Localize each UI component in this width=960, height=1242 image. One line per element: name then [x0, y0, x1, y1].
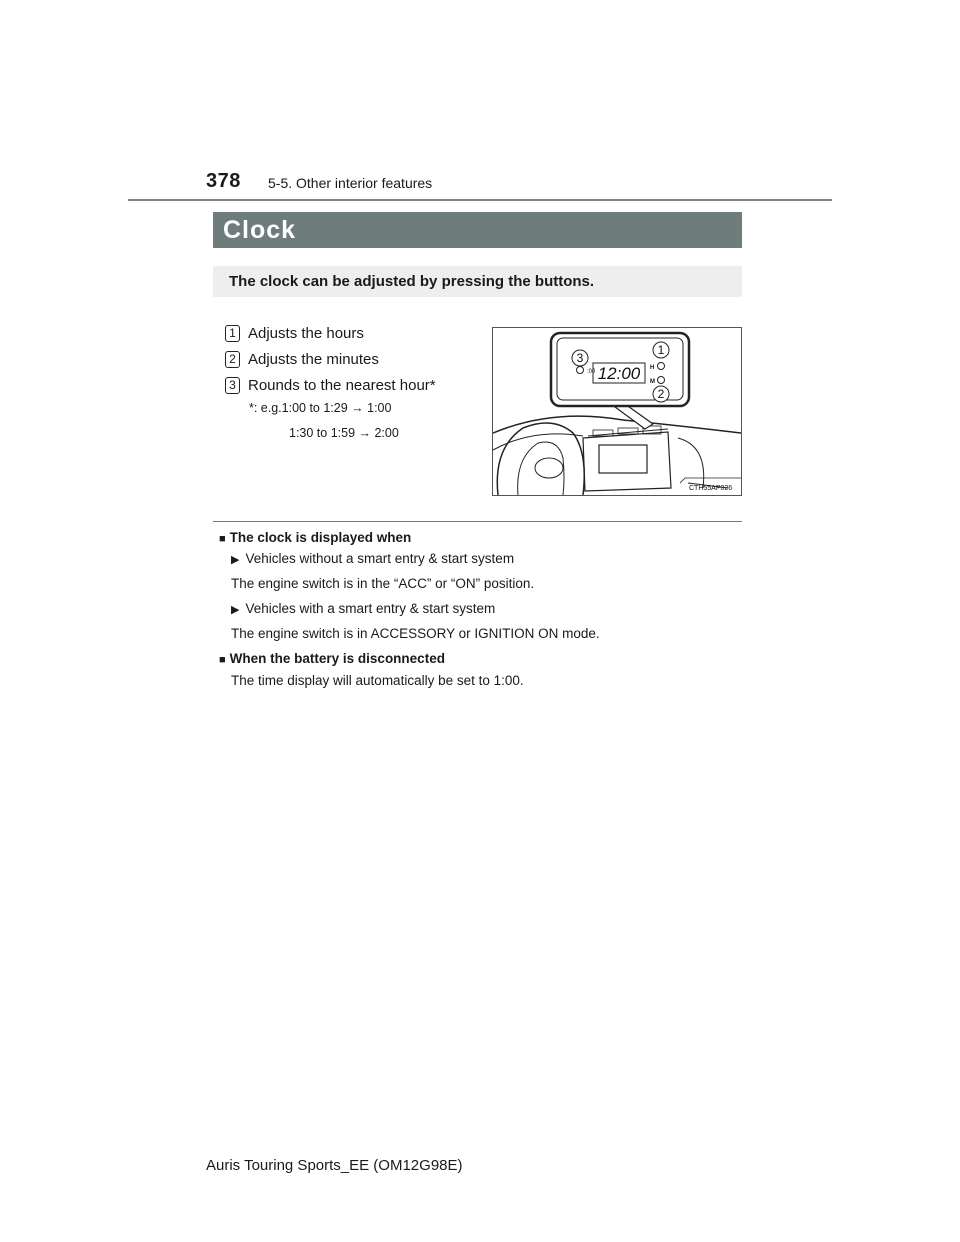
text-battery: The time display will automatically be set to 1:00. — [231, 673, 524, 688]
hour-button-label: H — [650, 365, 655, 371]
dashboard-drawing — [493, 328, 741, 495]
intro-text: The clock can be adjusted by pressing the buttons. — [213, 266, 742, 297]
heading-battery: ■ When the battery is disconnected — [219, 651, 445, 666]
heading-clock-displayed: ■ The clock is displayed when — [219, 530, 412, 545]
text-smart: The engine switch is in ACCESSORY or IGNITION ON mode. — [231, 626, 600, 641]
header-rule — [128, 199, 832, 201]
minute-button-label: M — [650, 379, 655, 385]
section-label: 5-5. Other interior features — [268, 175, 433, 191]
number-badge: 1 — [225, 325, 240, 342]
text-no-smart: The engine switch is in the “ACC” or “ON” position. — [231, 576, 535, 591]
list-item-minutes — [225, 349, 379, 369]
footnote-line-2: 1:30 to 1:59 → 2:00 — [289, 426, 399, 440]
callout-1: 1 — [657, 343, 665, 357]
number-badge: 3 — [225, 377, 240, 394]
condition-no-smart: ▶ Vehicles without a smart entry & start system — [231, 551, 515, 566]
footer-text: Auris Touring Sports_EE (OM12G98E) — [206, 1157, 463, 1174]
page-number: 378 — [206, 170, 241, 192]
condition-smart: ▶ Vehicles with a smart entry & start system — [231, 601, 496, 616]
clock-illustration — [492, 327, 742, 496]
round-button-label: :00 — [587, 369, 596, 375]
square-bullet-icon: ■ — [219, 533, 226, 545]
number-badge: 2 — [225, 351, 240, 368]
page-title: Clock — [213, 212, 742, 248]
figure-code: CTH55AP026 — [689, 485, 733, 492]
square-bullet-icon: ■ — [219, 654, 226, 666]
list-item-label: Adjusts the hours — [248, 324, 364, 342]
callout-3: 3 — [576, 351, 584, 365]
footnote-line-1: *: e.g.1:00 to 1:29 → 1:00 — [249, 401, 392, 415]
section-divider — [213, 521, 742, 522]
triangle-bullet-icon: ▶ — [231, 604, 240, 616]
clock-display-text: 12:00 — [597, 364, 641, 383]
list-item-round — [225, 375, 436, 395]
callout-2: 2 — [657, 387, 665, 401]
list-item-label: Rounds to the nearest hour* — [248, 376, 436, 394]
triangle-bullet-icon: ▶ — [231, 554, 240, 566]
list-item-hours — [225, 323, 364, 343]
list-item-label: Adjusts the minutes — [248, 350, 379, 368]
